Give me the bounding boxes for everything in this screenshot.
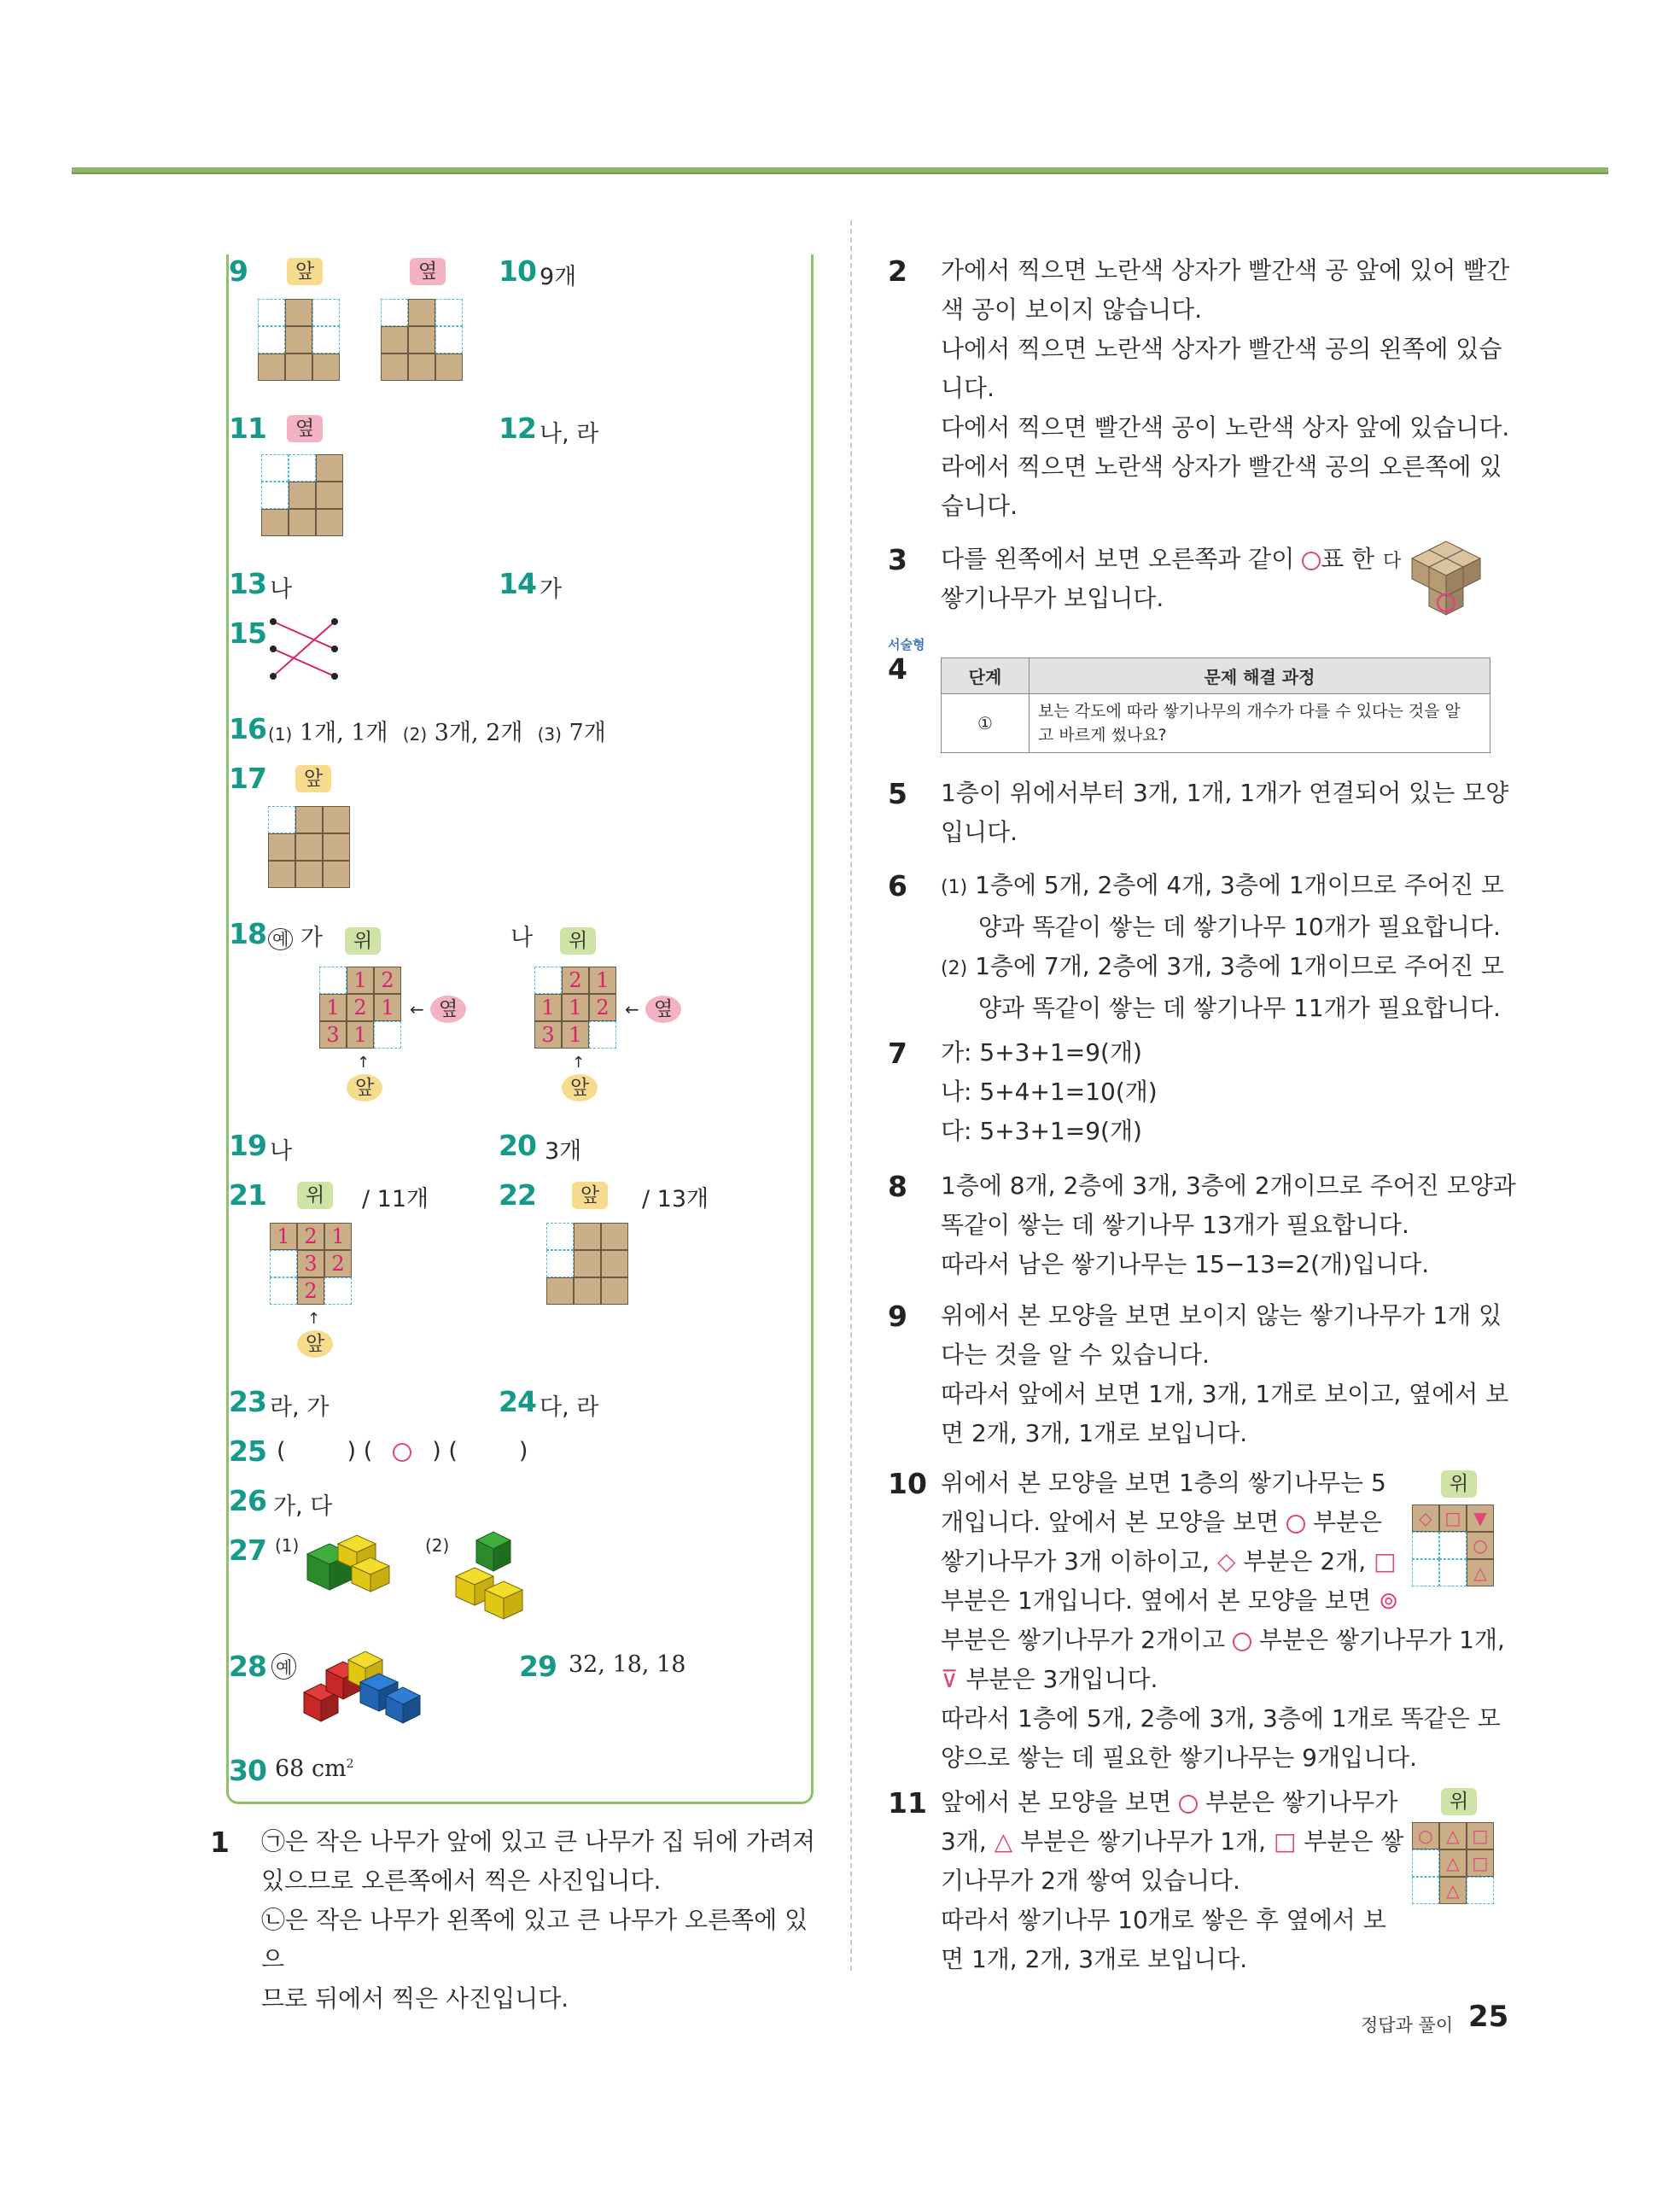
footer-label: 정답과 풀이: [1361, 2015, 1454, 2036]
answer-text: 나: [270, 1138, 293, 1165]
top-view-numbered: 1 2 1 3 2 2: [270, 1223, 355, 1308]
answer-number: 11: [229, 412, 266, 445]
solution-6-text: (1) 1층에 5개, 2층에 4개, 3층에 1개이므로 주어진 모 양과 똑같이 쌓는 데 쌓기나무 10개가 필요합니다. (2) 1층에 7개, 2층에 3개, 3층에 1개이므로 주어진 모 양과 똑같이 쌓는 데 쌓기나무 11개가 필요합니다.: [941, 871, 1504, 1022]
answer-text: 가: [540, 576, 563, 603]
cube-stack-green-figure: [304, 1528, 393, 1598]
solution-number: 2: [888, 254, 907, 288]
column-divider: [850, 220, 852, 1971]
table-header: 단계: [942, 658, 1030, 694]
answer-text: 9개: [540, 264, 577, 290]
label-side: 옆: [645, 996, 681, 1023]
answer-number: 12: [499, 412, 536, 445]
label-side: 옆: [430, 996, 466, 1023]
arrow-left-icon: ←: [410, 999, 424, 1020]
descriptive-badge: 서술형: [888, 637, 925, 652]
arrow-up-icon: ↑: [307, 1310, 321, 1328]
solution-number: 3: [888, 543, 907, 576]
answer-number: 27: [229, 1534, 266, 1567]
side-view-grid: [381, 299, 466, 384]
answer-number: 14: [499, 567, 536, 600]
solution-1-text: ㉠은 작은 나무가 앞에 있고 큰 나무가 집 뒤에 가려져 있으므로 오른쪽에서 찍은 사진입니다. ㉡은 작은 나무가 왼쪽에 있고 큰 나무가 오른쪽에 있으 므로 뒤에서 찍은 사진입니다.: [261, 1827, 816, 2013]
line-matching-figure: [265, 613, 343, 685]
cube-stack-yellow-figure: [451, 1528, 536, 1624]
label-side: 옆: [287, 415, 323, 442]
table-cell: 보는 각도에 따라 쌓기나무의 개수가 다를 수 있다는 것을 알 고 바르게 썼나요?: [1030, 694, 1490, 753]
circle-mark-icon: [1302, 552, 1321, 570]
cube-stack-multicolor-figure: [300, 1648, 425, 1727]
answer-text: 다, 라: [540, 1394, 599, 1421]
scoring-table: [941, 657, 1490, 753]
answer-number: 30: [229, 1754, 266, 1787]
answer-number: 18: [229, 917, 266, 950]
answer-text: 나, 라: [540, 421, 599, 447]
label-front: 앞: [287, 258, 323, 285]
answer-number: 21: [229, 1178, 266, 1212]
answer-number: 13: [229, 567, 266, 600]
answer-number: 26: [229, 1484, 266, 1517]
answer-number: 22: [499, 1178, 536, 1212]
answer-number: 19: [229, 1129, 266, 1162]
arrow-up-icon: ↑: [357, 1054, 370, 1072]
page-number: 25: [1468, 2000, 1509, 2034]
answer-number: 20: [499, 1129, 536, 1162]
answer-text: 나: [270, 576, 293, 603]
answer-18-label: 예 가: [268, 919, 323, 952]
header-rule: [72, 167, 1608, 174]
side-view-grid: [261, 454, 347, 540]
label-front: 앞: [295, 765, 331, 792]
solution-number: 6: [888, 869, 907, 903]
answer-30-area: 68 $cm^2$: [275, 1756, 354, 1782]
front-view-grid: [546, 1223, 632, 1308]
answer-16-text: (1) 1개, 1개 (2) 3개, 2개 (3) 7개: [268, 720, 606, 746]
answer-22-count: / 13개: [642, 1186, 709, 1212]
label-front: 앞: [297, 1330, 333, 1358]
top-view-numbered-ga: 1 2 1 2 1 3 1: [319, 967, 405, 1052]
example-mark: 예: [271, 1653, 296, 1680]
label-front: 앞: [347, 1074, 382, 1101]
solution-number: 5: [888, 777, 907, 810]
solution-9-text: 위에서 본 모양을 보면 보이지 않는 쌓기나무가 1개 있 다는 것을 알 수 있습니다. 따라서 앞에서 보면 1개, 3개, 1개로 보이고, 옆에서 보 면 2개, 3개, 1개로 보입니다.: [941, 1301, 1509, 1447]
label-top: 위: [297, 1182, 333, 1209]
solution-11-text: 앞에서 본 모양을 보면 부분은 쌓기나무가 3개, △ 부분은 쌓기나무가 1개, □ 부분은 쌓 기나무가 2개 쌓여 있습니다. 따라서 쌓기나무 10개로 쌓은 후 옆에서 보 면 1개, 2개, 3개로 보입니다.: [941, 1788, 1404, 1973]
sub-label: (2): [425, 1535, 450, 1556]
label-front: 앞: [572, 1182, 608, 1209]
label-top: 위: [1441, 1788, 1477, 1815]
answer-number: 25: [229, 1434, 266, 1468]
solution-number: 7: [888, 1037, 907, 1070]
figure-label: 다: [1383, 551, 1402, 572]
solution-8-text: 1층에 8개, 2층에 3개, 3층에 2개이므로 주어진 모양과 똑같이 쌓는 데 쌓기나무 13개가 필요합니다. 따라서 남은 쌓기나무는 15−13=2(개)입니다.: [941, 1171, 1516, 1278]
solution-number: 11: [888, 1786, 927, 1820]
label-top: 위: [1441, 1470, 1477, 1498]
solution-2-text: 가에서 찍으면 노란색 상자가 빨간색 공 앞에 있어 빨간 색 공이 보이지 않습니다. 나에서 찍으면 노란색 상자가 빨간색 공의 왼쪽에 있습 니다. 다에서 찍으면 빨간색 공이 노란색 상자 앞에 있습니다. 라에서 찍으면 노란색 상자가 빨간색 공의 오른쪽에 있 습니다.: [941, 256, 1510, 520]
solution-10-text: 위에서 본 모양을 보면 1층의 쌓기나무는 5 개입니다. 앞에서 본 모양을 보면 부분은 쌓기나무가 3개 이하이고, ◇ 부분은 2개, □ 부분은 1개입니다. 옆에서 본 모양을 보면 ⊚ 부분은 쌓기나무가 2개이고 부분은 쌓기나무가 1개, ⊽ 부분은 3개입니다. 따라서 1층에 5개, 2층에 3개, 3층에 1개로 똑같은 모 양으로 쌓는 데 필요한 쌓기나무는 9개입니다.: [941, 1469, 1505, 1772]
answer-number: 15: [229, 616, 266, 650]
answer-text: 가, 다: [273, 1493, 333, 1520]
circle-mark-icon: [393, 1443, 411, 1462]
solution-number: 1: [210, 1826, 230, 1859]
solution-number: 4: [888, 652, 907, 686]
solution-3-text: 다를 왼쪽에서 보면 오른쪽과 같이 표 한 쌓기나무가 보입니다.: [941, 545, 1375, 612]
answer-number: 17: [229, 762, 266, 795]
arrow-up-icon: ↑: [572, 1054, 586, 1072]
answer-number: 16: [229, 712, 266, 745]
cube-stack-figure: [1409, 538, 1494, 620]
top-view-symbol-grid: ◇ □ ▼ ○ △: [1412, 1504, 1497, 1590]
answer-number: 10: [499, 254, 536, 288]
label-top: 위: [560, 927, 596, 955]
arrow-left-icon: ←: [625, 999, 639, 1020]
answer-text: 3개: [545, 1138, 582, 1165]
label-side: 옆: [410, 258, 446, 285]
top-view-numbered-na: 2 1 1 1 2 3 1: [534, 967, 620, 1052]
answer-21-count: / 11개: [362, 1186, 429, 1212]
sub-label: (1): [275, 1535, 300, 1556]
front-view-grid: [258, 299, 343, 384]
top-view-symbol-grid: ○ △ □ △ □ △: [1412, 1822, 1497, 1908]
answer-number: 28: [229, 1650, 266, 1683]
answer-number: 29: [519, 1650, 557, 1683]
answer-text: 32, 18, 18: [569, 1651, 686, 1678]
answer-number: 24: [499, 1385, 536, 1418]
solution-number: 10: [888, 1467, 927, 1500]
answer-18-na: 나: [510, 925, 534, 951]
label-top: 위: [345, 927, 381, 955]
label-front: 앞: [562, 1074, 598, 1101]
solution-number: 8: [888, 1170, 907, 1203]
table-header: 문제 해결 과정: [1030, 658, 1490, 694]
answer-text: 라, 가: [270, 1394, 330, 1421]
answer-25-choices: ( ) ( ) ( ): [277, 1438, 528, 1464]
table-cell: ①: [942, 694, 1030, 753]
answer-number: 23: [229, 1385, 266, 1418]
answer-number: 9: [229, 254, 248, 288]
solution-number: 9: [888, 1300, 907, 1333]
solution-5-text: 1층이 위에서부터 3개, 1개, 1개가 연결되어 있는 모양 입니다.: [941, 779, 1509, 846]
front-view-grid: [268, 806, 353, 891]
solution-7-text: 가: 5+3+1=9(개) 나: 5+4+1=10(개) 다: 5+3+1=9(개): [941, 1038, 1158, 1145]
